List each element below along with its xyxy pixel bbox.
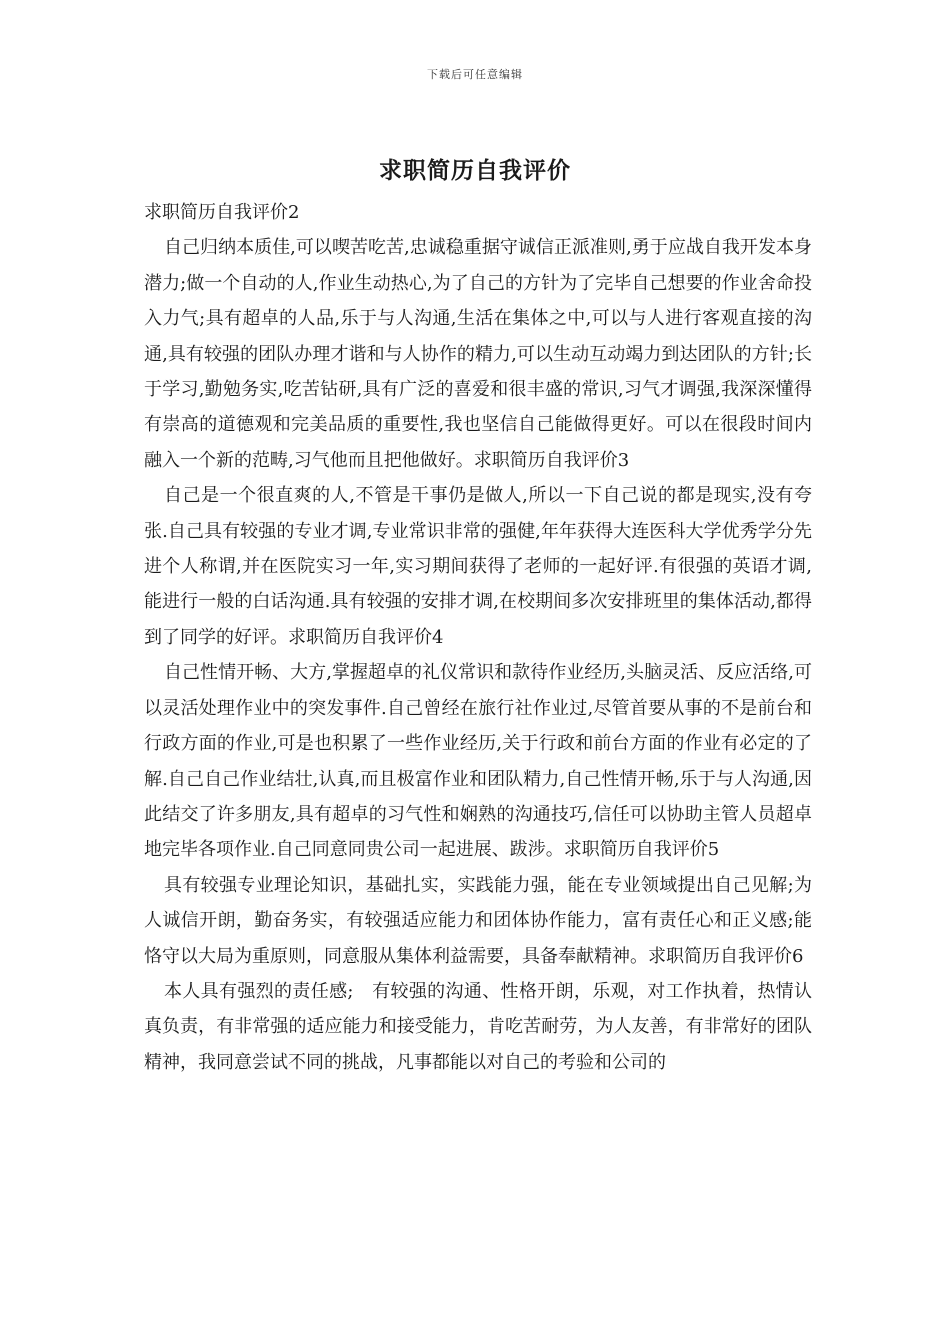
paragraph: 自己归纳本质佳,可以喫苦吃苦,忠诚稳重据守诚信正派准则,勇于应战自我开发本身潜力;做一个自动的人,作业生动热心,为了自己的方针为了完毕自己想要的作业舍命投入力气;具有超卓的人品,乐于与人沟通,生活在集体之中,可以与人进行客观直接的沟通,具有较强的团队办理才谐和与人协作的精力,可以生动互动竭力到达团队的方针;长于学习,勤勉务实,吃苦钻研,具有广泛的喜爱和很丰盛的常识,习气才调强,我深深懂得有崇高的道德观和完美品质的重要性,我也坚信自己能做得更好。可以在很段时间内融入一个新的范畴,习气他而且把他做好。求职简历自我评价3 xyxy=(144,237,812,471)
paragraph: 自己性情开畅、大方,掌握超卓的礼仪常识和款待作业经历,头脑灵活、反应活络,可以灵活处理作业中的突发事件.自己曾经在旅行社作业过,尽管首要从事的不是前台和行政方面的作业,可是也积累了一些作业经历,关于行政和前台方面的作业有必定的了解.自己自己作业结壮,认真,而且极富作业和团队精力,自己性情开畅,乐于与人沟通,因此结交了许多朋友,具有超卓的习气性和娴熟的沟通技巧,信任可以协助主管人员超卓地完毕各项作业.自己同意同贵公司一起进展、跋涉。求职简历自我评价5 xyxy=(144,662,812,861)
section-label: 求职简历自我评价2 xyxy=(144,202,300,223)
document-title: 求职简历自我评价 xyxy=(379,157,571,184)
header-note: 下载后可任意编辑 xyxy=(427,68,523,81)
paragraph: 具有较强专业理论知识，基础扎实，实践能力强，能在专业领域提出自己见解;为人诚信开朗，勤奋务实，有较强适应能力和团体协作能力，富有责任心和正义感;能恪守以大局为重原则，同意服从集体利益需要，具备奉献精神。求职简历自我评价6 xyxy=(144,874,812,967)
paragraph: 自己是一个很直爽的人,不管是干事仍是做人,所以一下自己说的都是现实,没有夸张.自己具有较强的专业才调,专业常识非常的强健,年年获得大连医科大学优秀学分先进个人称谓,并在医院实习一年,实习期间获得了老师的一起好评.有很强的英语才调,能进行一般的白话沟通.具有较强的安排才调,在校期间多次安排班里的集体活动,都得到了同学的好评。求职简历自我评价4 xyxy=(144,485,812,648)
document-body xyxy=(144,195,812,1080)
paragraph: 本人具有强烈的责任感; 有较强的沟通、性格开朗，乐观，对工作执着，热情认真负责，有非常强的适应能力和接受能力，肯吃苦耐劳，为人友善，有非常好的团队精神，我同意尝试不同的挑战，凡事都能以对自己的考验和公司的 xyxy=(144,980,812,1073)
